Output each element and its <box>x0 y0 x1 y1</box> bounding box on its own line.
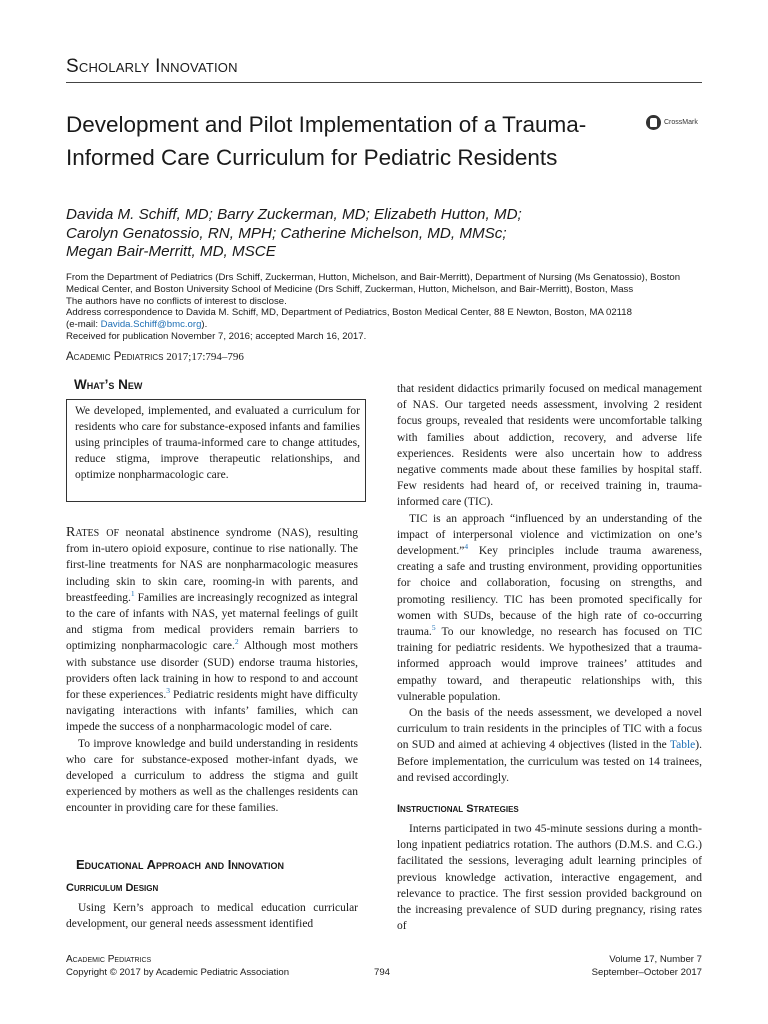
paragraph: To improve knowledge and build understanding in residents who care for substance-exposed mother-infant dyads, we developed a curriculum to address the stigma and guilt experienced by mothers as well as the challenges residents can encounter in providing care for these families. <box>66 737 358 815</box>
header-rule <box>66 82 702 83</box>
subsection-heading: Instructional Strategies <box>397 803 519 815</box>
article-title: Development and Pilot Implementation of a Trauma-Informed Care Curriculum for Pediatric Residents <box>66 112 587 170</box>
crossmark-label: CrossMark <box>664 119 698 126</box>
authors-line: Davida M. Schiff, MD; Barry Zuckerman, MD; Elizabeth Hutton, MD; <box>66 206 522 223</box>
reference-link[interactable]: 3 <box>166 686 170 696</box>
whats-new-box <box>66 399 366 502</box>
subsection-heading: Curriculum Design <box>66 882 159 894</box>
correspondence-address: Address correspondence to Davida M. Schiff, MD, Department of Pediatrics, Boston Medical Center, 88 E Newton, Boston, MA 02118 <box>66 307 632 319</box>
table-link[interactable]: Table <box>669 739 696 752</box>
section-heading: Educational Approach and Innovation <box>76 857 285 872</box>
footer-left <box>66 953 289 979</box>
whats-new-heading: What’s New <box>74 377 143 392</box>
conflicts-statement: The authors have no conflicts of interest to disclose. <box>66 295 287 307</box>
paragraph <box>66 525 358 736</box>
text-run: Although most mothers with substance use disorder (SUD) endorse trauma histories, providers often lack training in how to respond to and account for these experiences. <box>66 640 358 702</box>
left-column-body-continued <box>66 900 358 932</box>
footer-right <box>592 953 702 979</box>
citation-line <box>66 351 244 363</box>
right-column-body <box>397 381 702 786</box>
section-label: Scholarly Innovation <box>66 56 238 77</box>
text-run: Families are increasingly recognized as integral to the care of infants with NAS, yet maternal feelings of guilt and stigma from medical providers remain barriers to optimizing nonpharmacologic care. <box>66 591 358 653</box>
paragraph: Interns participated in two 45-minute sessions during a month-long inpatient pediatrics rotation. The authors (D.M.S. and C.G.) facilitated the sessions, leveraging adult learning principles of previous knowledge activation, interactive engagement, and relevance to practice. The first session provided background on the increasing prevalence of SUD during pregnancy, rising rates of <box>397 823 702 933</box>
reference-link[interactable]: 1 <box>130 588 135 598</box>
footer-copyright: Copyright © 2017 by Academic Pediatric Association <box>66 967 290 978</box>
footer-journal: Academic Pediatrics <box>66 954 152 965</box>
footer-date: September–October 2017 <box>591 967 702 978</box>
crossmark-icon <box>646 115 661 130</box>
paragraph: Using Kern’s approach to medical education curricular development, our general needs assessment identified <box>66 902 358 931</box>
correspondence-email <box>66 319 706 331</box>
crossmark-badge[interactable] <box>646 115 698 130</box>
text-run: TIC is an approach “influenced by an understanding of the impact of interpersonal violence and victimization on one’s development.” <box>397 512 702 558</box>
reference-link[interactable]: 5 <box>431 623 436 633</box>
affiliation-text: From the Department of Pediatrics (Drs Schiff, Zuckerman, Hutton, Michelson, and Bair-Merritt), Department of Nursing (Ms Genatossio), Boston Medical Center, and Boston University School of Medicine (Drs Schiff, Zuckerman, Hutton, Michelson, and Bair-Merritt), Boston, Mass <box>66 272 681 295</box>
received-dates: Received for publication November 7, 2016; accepted March 16, 2017. <box>66 330 367 342</box>
citation-detail: 2017;17:794–796 <box>163 351 244 363</box>
page-number: 794 <box>374 967 391 978</box>
right-column-body-continued <box>397 821 702 934</box>
text-run: Key principles include trauma awareness, creating a safe and trusting environment, providing opportunities for choice and collaboration, focusing on strengths, and promoting resiliency. TIC has been promoted specifically for women with SUDs, because of the high rate of co-occurring trauma. <box>397 545 702 639</box>
email-prefix: (e-mail: <box>66 319 101 331</box>
text-run: On the basis of the needs assessment, we developed a novel curriculum to train residents in the principles of TIC with a focus on SUD and aimed at achieving 4 objectives (listed in the <box>397 707 702 752</box>
citation-journal: Academic Pediatrics <box>66 351 164 363</box>
email-link[interactable]: Davida.Schiff@bmc.org <box>100 319 202 331</box>
text-run: neonatal abstinence syndrome (NAS), resulting from in-utero opioid exposure, continue to rise nationally. The first-line treatments for NAS are nonpharmacologic measures including skin to skin care, rooming-in with parents, and breastfeeding. <box>66 527 358 604</box>
text-run: To our knowledge, no research has focused on TIC training for pediatric residents. We hypothesized that a trauma-informed approach would improve trainees’ attitudes and empathy toward, and therapeutic relationships with, this vulnerable population. <box>397 626 702 703</box>
author-list <box>66 206 686 262</box>
paragraph <box>397 511 702 705</box>
text-run: ). Before implementation, the curriculum was tested on 14 trainees, and revised accordingly. <box>397 739 702 784</box>
lead-in: Rates of <box>66 525 120 540</box>
text-run: Pediatric residents might have difficulty navigating interactions with infants’ families, which can impede the success of a nonpharmacologic model of care. <box>66 689 358 734</box>
email-suffix: ). <box>201 319 208 331</box>
authors-line: Carolyn Genatossio, RN, MPH; Catherine Michelson, MD, MMSc; <box>66 224 507 242</box>
left-column-body <box>66 525 358 817</box>
reference-link[interactable]: 4 <box>464 542 469 552</box>
reference-link[interactable]: 2 <box>234 637 239 647</box>
affiliations <box>66 272 706 343</box>
whats-new-text: We developed, implemented, and evaluated a curriculum for residents who care for substance-exposed infants and families using principles of trauma-informed care to change attitudes, reduce stigma, improve therapeutic relationships, and optimize nonpharmacologic care. <box>75 405 360 481</box>
paragraph <box>397 705 702 786</box>
paragraph: that resident didactics primarily focused on medical management of NAS. Our targeted needs assessment, involving 2 resident focus groups, revealed that residents were uncomfortable talking with families about addiction, recovery, and adverse life experiences. Residents were also uncertain how to address negative comments made about these families by hospital staff. Few residents had heard of, or received training in, trauma-informed care (TIC). <box>397 383 702 509</box>
footer-volume: Volume 17, Number 7 <box>609 954 702 965</box>
authors-line: Megan Bair-Merritt, MD, MSCE <box>66 243 276 261</box>
